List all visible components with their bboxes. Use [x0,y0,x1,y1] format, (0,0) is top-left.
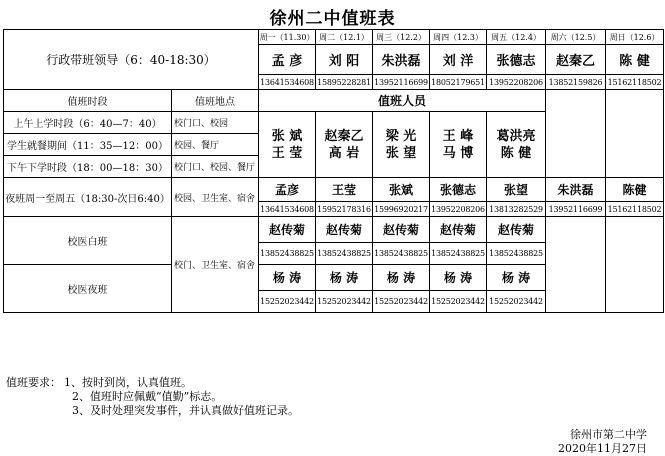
staff-name: 梁 光 [385,128,417,144]
staff-name: 王 莹 [271,145,303,161]
day-header: 周五（12.4） [487,30,546,45]
night-staff-name: 孟彦 [259,178,316,202]
doctor-night-name: 杨 涛 [316,265,373,291]
night-staff-phone: 15162118502 [606,202,664,217]
night-staff-name: 王莹 [316,178,373,202]
doctor-day-phone: 13852438825 [259,243,316,265]
night-place: 校园、卫生室、宿舍 [172,178,259,217]
doctor-day-name: 赵传菊 [316,217,373,243]
doctor-day-name: 赵传菊 [259,217,316,243]
doctor-day-phone: 13852438825 [430,243,487,265]
doctor-night-name: 杨 涛 [430,265,487,291]
empty-cell [546,90,606,178]
day-header: 周六（12.5） [546,30,606,45]
period-label: 上午上学时段（6：40—7：40） [4,112,172,134]
night-staff-phone: 13952116699 [546,202,606,217]
empty-cell [546,217,606,313]
doctor-night-phone: 15252023442 [487,291,546,313]
leader-phone: 13952208206 [487,75,546,90]
leader-name: 张德志 [487,45,546,75]
leader-name: 赵秦乙 [546,45,606,75]
staff-name: 陈 健 [500,145,532,161]
night-staff-phone: 13952208206 [430,202,487,217]
leader-phone: 15895228281 [316,75,373,90]
leader-name: 朱洪磊 [373,45,430,75]
empty-cell [606,90,664,178]
night-staff-phone: 15952178316 [316,202,373,217]
leader-name: 刘 阳 [316,45,373,75]
staff-name: 葛洪亮 [496,128,536,144]
day-header: 周一（11.30） [259,30,316,45]
doctor-night-phone: 15252023442 [373,291,430,313]
day-staff-cell [259,112,316,178]
night-staff-name: 陈健 [606,178,664,202]
staff-name: 张 斌 [271,128,303,144]
empty-cell [606,217,664,313]
doctor-night-name: 杨 涛 [259,265,316,291]
day-header: 周三（12.2） [373,30,430,45]
staff-name: 张 望 [385,145,417,161]
staff-name: 王 峰 [442,128,474,144]
leader-name: 刘 洋 [430,45,487,75]
doctor-day-phone: 13852438825 [487,243,546,265]
night-staff-name: 张斌 [373,178,430,202]
staff-name: 马 博 [442,145,474,161]
night-staff-phone: 13813282529 [487,202,546,217]
doctor-day-name: 赵传菊 [430,217,487,243]
doctor-night-label: 校医夜班 [4,265,172,313]
night-staff-name: 张德志 [430,178,487,202]
leader-phone: 13852159826 [546,75,606,90]
day-staff-cell [487,112,546,178]
signature-org: 徐州市第二中学 [570,428,647,441]
night-staff-name: 张望 [487,178,546,202]
doctor-night-phone: 15252023442 [316,291,373,313]
leader-name: 孟 彦 [259,45,316,75]
signature-date: 2020年11月27日 [558,442,647,455]
day-staff-cell [373,112,430,178]
period-header: 值班时段 [4,90,172,112]
night-label: 夜班周一至周五（18:30-次日6:40） [4,178,172,217]
night-staff-phone: 15996920217 [373,202,430,217]
requirement-item: 3、及时处理突发事件，并认真做好值班记录。 [72,404,299,417]
requirement-item: 1、按时到岗，认真值班。 [64,376,192,389]
leader-phone: 13952116699 [373,75,430,90]
doctor-day-phone: 13852438825 [316,243,373,265]
requirement-item: 2、值班时应佩戴“值勤”标志。 [72,390,223,403]
leader-name: 陈 健 [606,45,664,75]
day-staff-cell [316,112,373,178]
duty-table [3,29,664,313]
period-label: 下午下学时段（18：00—18：30） [4,156,172,178]
day-header: 周日（12.6） [606,30,664,45]
leader-phone: 15162118502 [606,75,664,90]
doctor-night-phone: 15252023442 [259,291,316,313]
night-staff-phone: 13641534608 [259,202,316,217]
leader-phone: 18052179651 [430,75,487,90]
doctor-day-phone: 13852438825 [373,243,430,265]
staff-name: 赵秦乙 [324,128,364,144]
day-staff-cell [430,112,487,178]
leader-label: 行政带班领导（6：40-18:30） [4,30,259,90]
doctor-place: 校门、卫生室、宿舍 [172,217,259,313]
day-header: 周二（12.1） [316,30,373,45]
day-header: 周四（12.3） [430,30,487,45]
doctor-day-name: 赵传菊 [487,217,546,243]
place-header: 值班地点 [172,90,259,112]
doctor-night-phone: 15252023442 [430,291,487,313]
doctor-day-label: 校医白班 [4,217,172,265]
requirements-label: 值班要求： [6,376,61,389]
page-title: 徐州二中值班表 [269,9,396,29]
doctor-day-name: 赵传菊 [373,217,430,243]
leader-phone: 13641534608 [259,75,316,90]
period-place: 校门口、校园 [172,112,259,134]
doctor-night-name: 杨 涛 [373,265,430,291]
night-staff-name: 朱洪磊 [546,178,606,202]
period-place: 校园、餐厅 [172,134,259,156]
period-place: 校门口、校园、餐厅 [172,156,259,178]
doctor-night-name: 杨 涛 [487,265,546,291]
requirements-section [0,368,665,456]
period-label: 学生就餐期间（11：35—12：00） [4,134,172,156]
staff-header: 值班人员 [259,90,546,112]
staff-name: 高 岩 [328,145,360,161]
